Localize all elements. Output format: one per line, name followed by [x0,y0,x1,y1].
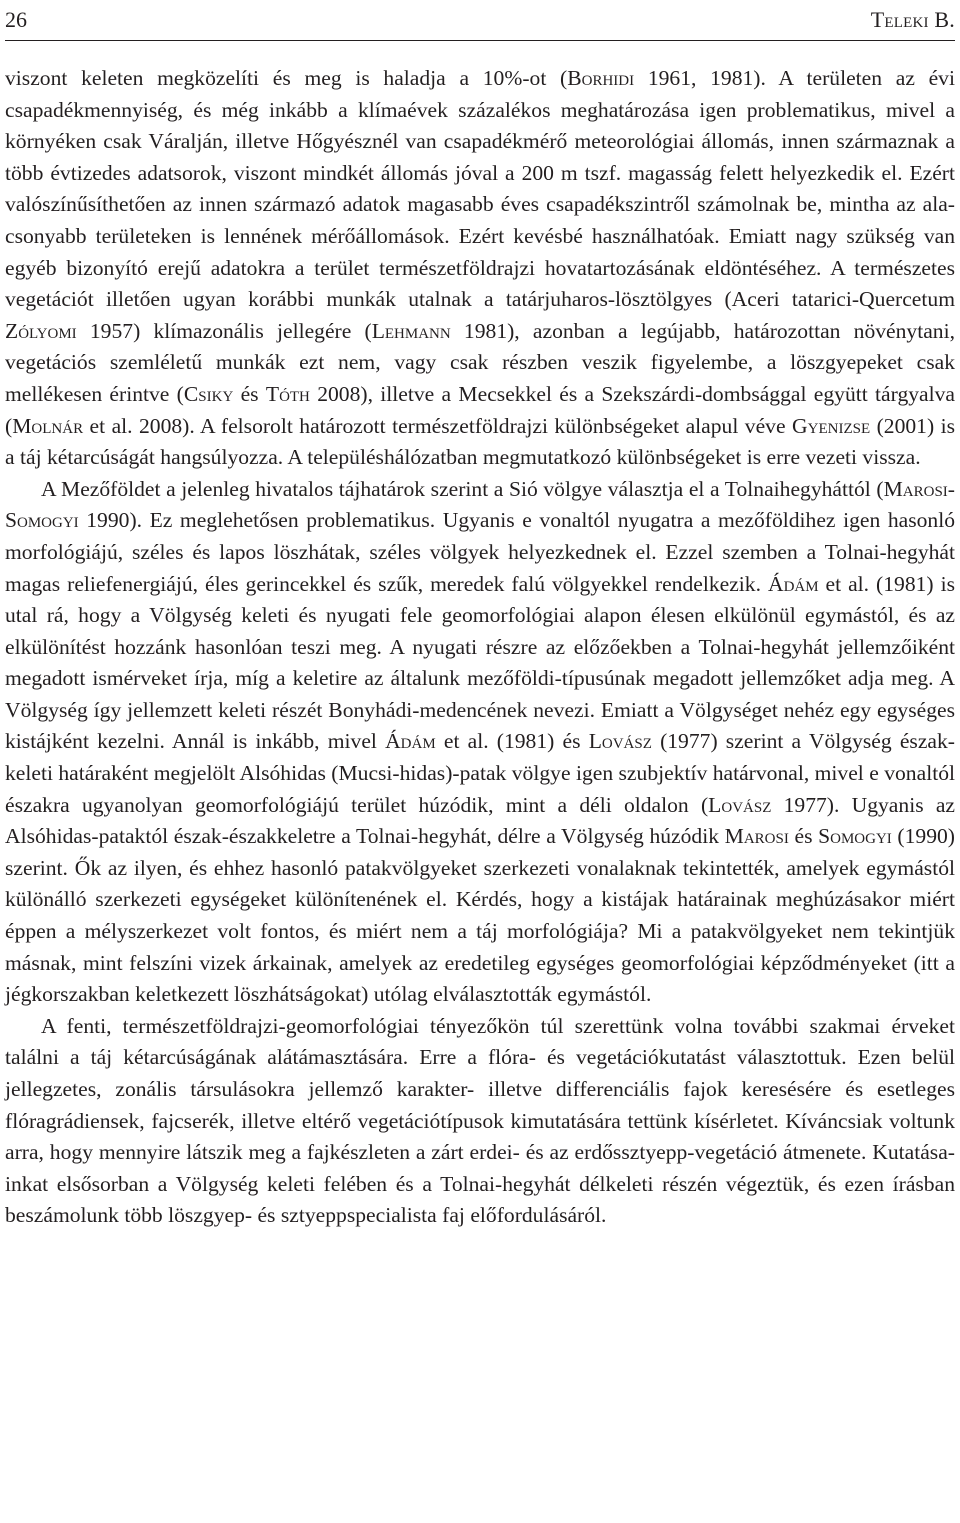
paragraph [5,474,955,1011]
author-name: Zólyomi [5,318,77,343]
author-name: Lovász [708,792,772,817]
text-run: viszont keleten megközelíti és meg is haladja a 10%-ot ( [5,66,568,90]
author-name: Csiky [183,381,234,406]
header-rule [5,40,955,41]
text-run: 1981), azonban a legújabb, határozottan növénytani, vegetációs szemléletű munkák ezt nem, vagy csak részben veszik figyelembe, a löszgyepeket csak mellékesen érintve ( [5,318,956,406]
text-run: et al. (1981) is utal rá, hogy a Völgység keleti és nyugati fele geomorfológiai alapon élesen elkülönül egymástól, és az elkülönítést hozzánk hasonlóan teszi meg. A nyugati részre az előzőekben a Tolnai-hegyhát jellemzőiként megadott ismérveket írja, míg a keletire az általunk mezőföldi-típusúnak megadott jellemzőket adja meg. A Völgység így jellemzett keleti részét Bonyhádi-medencének nevezi. Emiatt a Völgységet nehéz egy egységes kistájként kezelni. Annál is inkább, mivel [5,571,955,754]
text-run: (1990) szerint. Ők az ilyen, és ehhez hasonló patakvölgyeket szerkezeti vonalaknak tekintették, amelyek egymástól különálló szerkezeti egységeket különítenének el. Kérdés, hogy a kistájak határainak meghúzásakor miért éppen a mélyszerkezet volt fontos, és miért nem a táj morfológiája? Mi a patakvölgyeket nem tekintjük másnak, mint felszíni vizek árkainak, amelyek az eredetileg egységes geomorfológiai képződményeket (itt a jégkorszakban keletkezett löszhátságokat) utólag elválasztották egymástól. [5,824,955,1007]
text-run: és [788,824,819,849]
running-header [5,2,955,38]
paragraph [5,1011,955,1232]
author-name: Molnár [12,413,84,438]
text-run: (1977) szerint a Völgység észak-keleti határaként megjelölt Alsóhidas (Mucsi-hidas)-patak völgye igen szubjektív határvonal, mivel e vonaltól északra ugyanolyan geomorfológiájú terület húzódik, mint a déli oldalon ( [5,729,955,817]
author-name: Tóth [265,381,310,406]
text-run: A Mezőföldet a jelenleg hivatalos tájhatárok szerint a Sió völgye választja el a Tolnaihegyháttól ( [41,476,884,501]
author-name: Lehmann [371,318,451,343]
text-run: et al. 2008). A felsorolt határozott természetföldrajzi különbségeket alapul véve [83,413,793,438]
page-number: 26 [5,7,27,32]
text-run: 1977). Ugyanis az Alsóhidas-pataktól észak-északkeletre a Tolnai-hegyhát, délre a Völgység húzódik [5,792,955,849]
author-name: Ádám [767,571,819,596]
author-name: Marosi-Somogyi [5,476,955,533]
text-run: 2008), illetve a Mecsekkel és a Szekszárdi-dombsággal együtt tárgyalva ( [5,381,955,438]
text-run: 1957) klímazonális jellegére ( [76,318,372,343]
text-run: 1990). Ez meglehetősen problematikus. Ugyanis e vonaltól nyugatra a mezőföldihez igen hasonló morfológiájú, széles és lapos löszhátak, széles völgyek helyezkednek el. Ezzel szemben a Tolnai-hegyhát magas reliefenergiájú, éles gerincekkel és szűk, meredek falú völgyekkel rendelkezik. [5,508,955,596]
author-name: Somogyi [818,824,892,849]
text-run: A fenti, természetföldrajzi-geomorfológiai tényezőkön túl szerettünk volna további szakmai érveket találni a táj kétarcúságának alátámasztására. Erre a flóra- és vegetációkutatást választottuk. Ezen belül jellegzetes, zonális társulásokra jellemző karakter- illetve differenciális fajok keresésére és esetleges flóragrádiensek, fajcserék, illetve eltérő vegetációtípusok kimutatására tettünk kísérletet. Kíváncsiak voltunk arra, hogy mennyire látszik meg a fajkészleten a zárt erdei- és az erdőssztyepp-vegetáció átmenete. Kutatásainkat elsősorban a Völgység keleti felében és a Tolnai-hegyhát délkeleti részén végeztük, és ezen írásban beszámolunk több löszgyep- és sztyeppspecialista faj előfordulásáról. [5,1013,955,1228]
text-run: et al. (1981) és [435,729,589,754]
text-run: és [233,381,266,406]
author-name: Lovász [588,729,652,754]
running-title: Teleki B. [870,7,955,32]
text-run: (2001) is a táj kétarcúságát hangsúlyozza. A településhálózatban megmutatkozó különbségeket is erre vezeti vissza. [5,413,955,470]
author-name: Ádám [385,729,436,754]
author-name: Gyenizse [792,413,871,438]
text-run: 1961, 1981). A területen az évi csapadékmennyiség, és még inkább a klímaévek százalékos meghatározása igen problematikus, mivel a környéken csak Váralján, illetve Hőgyésznél van csapadékmérő meteorológiai állomás, innen származnak a több évtizedes adatsorok, viszont mindkét állomás jóval a 200 m tszf. magasság felett helyezkedik el. Ezért valószínűsíthetően az innen származó adatok magasabb éves csapadékszintről számolnak be, mintha az alacsonyabb területeken is lennének mérőállomások. Ezért kevésbé használhatóak. Emiatt nagy szükség van egyéb bizonyító erejű adatokra a terület természetföldrajzi hovatartozásának eldöntéséhez. A természetes vegetációt illetően ugyan korábbi munkák utalnak a tatárjuharos-lösztölgyes (Aceri tatarici-Quercetum [5,66,955,312]
author-name: Marosi [724,824,789,849]
body-text [5,63,955,1232]
paragraph [5,63,955,474]
author-name: Borhidi [567,66,635,90]
